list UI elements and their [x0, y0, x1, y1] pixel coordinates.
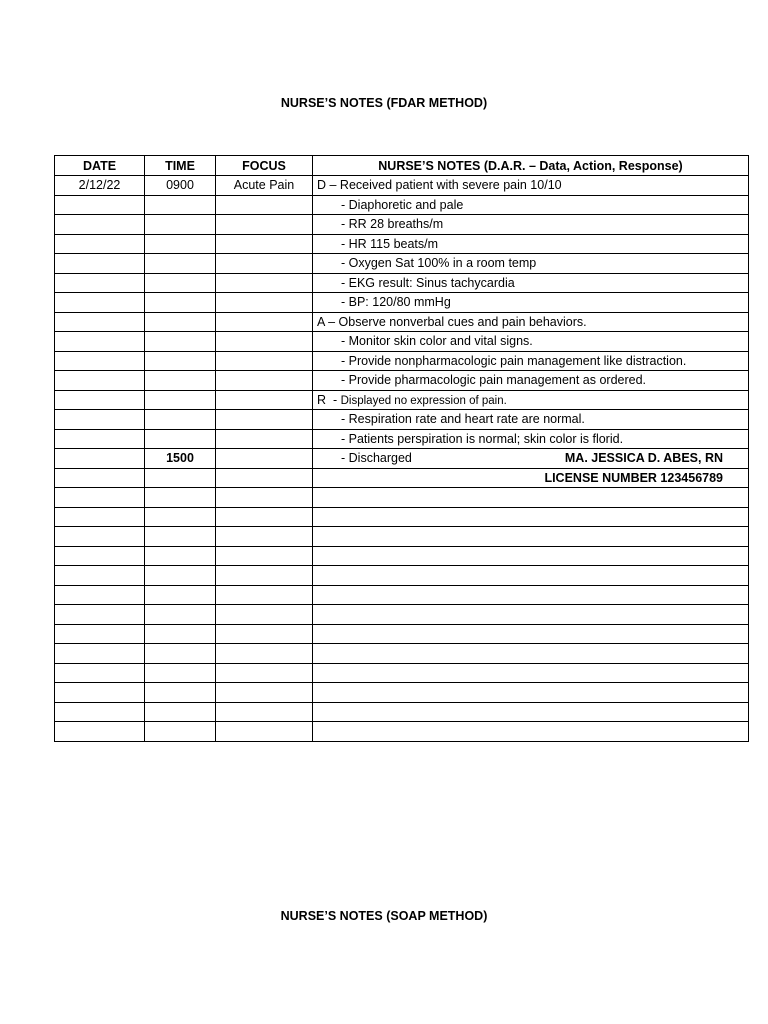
focus-cell: [216, 351, 313, 371]
date-cell: [55, 215, 145, 235]
notes-cell: D – Received patient with severe pain 10/10: [313, 176, 749, 196]
focus-cell: [216, 449, 313, 469]
date-cell: [55, 371, 145, 391]
date-cell: [55, 234, 145, 254]
date-cell: [55, 312, 145, 332]
date-cell: [55, 683, 145, 703]
notes-cell: [313, 254, 749, 274]
time-cell: [145, 624, 216, 644]
notes-cell: [313, 234, 749, 254]
notes-cell: [313, 215, 749, 235]
notes-cell: [313, 624, 749, 644]
date-cell: [55, 195, 145, 215]
time-cell: [145, 663, 216, 683]
date-cell: [55, 507, 145, 527]
focus-cell: [216, 254, 313, 274]
table-row: [55, 195, 749, 215]
table-row-empty: [55, 644, 749, 664]
table-row-empty: [55, 527, 749, 547]
time-cell: [145, 312, 216, 332]
time-cell: [145, 527, 216, 547]
table-row-empty: [55, 605, 749, 625]
date-cell: [55, 663, 145, 683]
table-row: [55, 429, 749, 449]
table-row: [55, 273, 749, 293]
focus-cell: [216, 566, 313, 586]
notes-cell: [313, 585, 749, 605]
notes-cell: [313, 351, 749, 371]
time-cell: [145, 273, 216, 293]
notes-cell: [313, 468, 749, 488]
note-text: - EKG result: Sinus tachycardia: [341, 275, 515, 290]
time-cell: [145, 234, 216, 254]
license-number: LICENSE NUMBER 123456789: [544, 470, 723, 485]
notes-cell: [313, 605, 749, 625]
time-cell: [145, 605, 216, 625]
note-text: - Provide pharmacologic pain management as ordered.: [341, 373, 647, 388]
nurse-signature-name: MA. JESSICA D. ABES, RN: [564, 451, 723, 466]
focus-cell: [216, 390, 313, 410]
notes-cell: [313, 410, 749, 430]
table-row: [55, 371, 749, 391]
focus-cell: [216, 312, 313, 332]
date-cell: [55, 410, 145, 430]
date-cell: [55, 273, 145, 293]
date-cell: [55, 546, 145, 566]
time-cell: [145, 390, 216, 410]
focus-cell: [216, 585, 313, 605]
time-cell: [145, 371, 216, 391]
time-cell: [145, 507, 216, 527]
focus-cell: [216, 507, 313, 527]
table-row: [55, 351, 749, 371]
note-text: - Oxygen Sat 100% in a room temp: [341, 256, 537, 271]
notes-cell: [313, 293, 749, 313]
date-cell: [55, 624, 145, 644]
table-row-empty: [55, 488, 749, 508]
date-cell: [55, 702, 145, 722]
header-focus: FOCUS: [216, 156, 313, 176]
table-row-empty: [55, 566, 749, 586]
date-cell: [55, 449, 145, 469]
focus-cell: [216, 215, 313, 235]
time-cell: [145, 488, 216, 508]
soap-title: NURSE’S NOTES (SOAP METHOD): [280, 909, 488, 923]
notes-cell: A – Observe nonverbal cues and pain behaviors.: [313, 312, 749, 332]
notes-cell: [313, 702, 749, 722]
date-cell: [55, 390, 145, 410]
table-row-empty: [55, 624, 749, 644]
time-cell: [145, 429, 216, 449]
time-cell: [145, 293, 216, 313]
note-text: - Respiration rate and heart rate are normal.: [341, 412, 585, 427]
date-cell: [55, 605, 145, 625]
time-cell: 1500: [145, 449, 216, 469]
notes-cell: [313, 371, 749, 391]
table-row: [55, 293, 749, 313]
notes-cell: [313, 663, 749, 683]
date-cell: [55, 468, 145, 488]
date-cell: 2/12/22: [55, 176, 145, 196]
time-cell: [145, 566, 216, 586]
focus-cell: [216, 702, 313, 722]
focus-cell: [216, 546, 313, 566]
time-cell: [145, 722, 216, 742]
focus-cell: [216, 683, 313, 703]
focus-cell: [216, 332, 313, 352]
focus-cell: [216, 722, 313, 742]
note-text: - BP: 120/80 mmHg: [341, 295, 451, 310]
note-prefix: R -: [317, 392, 341, 407]
notes-cell: [313, 390, 749, 410]
focus-cell: Acute Pain: [216, 176, 313, 196]
header-time: TIME: [145, 156, 216, 176]
header-date: DATE: [55, 156, 145, 176]
date-cell: [55, 429, 145, 449]
nurses-notes-table: [54, 155, 749, 742]
date-cell: [55, 351, 145, 371]
focus-cell: [216, 468, 313, 488]
focus-cell: [216, 663, 313, 683]
date-cell: [55, 488, 145, 508]
time-cell: [145, 644, 216, 664]
notes-cell: [313, 527, 749, 547]
notes-cell: [313, 488, 749, 508]
table-row: [55, 468, 749, 488]
note-text: - HR 115 beats/m: [341, 236, 439, 251]
date-cell: [55, 527, 145, 547]
notes-cell: [313, 332, 749, 352]
time-cell: [145, 468, 216, 488]
time-cell: [145, 410, 216, 430]
time-cell: [145, 585, 216, 605]
table-row: [55, 234, 749, 254]
notes-cell: [313, 546, 749, 566]
date-cell: [55, 585, 145, 605]
note-text: - Patients perspiration is normal; skin color is florid.: [341, 431, 624, 446]
notes-cell: [313, 195, 749, 215]
note-text: Displayed no expression of pain.: [340, 394, 507, 407]
table-row-empty: [55, 507, 749, 527]
focus-cell: [216, 527, 313, 547]
header-notes: NURSE’S NOTES (D.A.R. – Data, Action, Response): [313, 156, 749, 176]
date-cell: [55, 293, 145, 313]
focus-cell: [216, 273, 313, 293]
table-row: [55, 390, 749, 410]
table-header-row: [55, 156, 749, 176]
table-row: [55, 449, 749, 469]
date-cell: [55, 644, 145, 664]
table-row-empty: [55, 683, 749, 703]
notes-cell: [313, 449, 749, 469]
table-row: [55, 215, 749, 235]
table-row: [55, 410, 749, 430]
focus-cell: [216, 234, 313, 254]
notes-cell: [313, 722, 749, 742]
table-row: [55, 332, 749, 352]
notes-cell: [313, 429, 749, 449]
table-row-empty: [55, 546, 749, 566]
note-text: - RR 28 breaths/m: [341, 217, 444, 232]
note-text: - Provide nonpharmacologic pain management like distraction.: [341, 353, 687, 368]
note-text: - Discharged: [341, 451, 412, 466]
time-cell: [145, 195, 216, 215]
focus-cell: [216, 488, 313, 508]
time-cell: 0900: [145, 176, 216, 196]
focus-cell: [216, 410, 313, 430]
table-row-empty: [55, 585, 749, 605]
date-cell: [55, 566, 145, 586]
note-text: - Monitor skin color and vital signs.: [341, 334, 533, 349]
notes-cell: [313, 644, 749, 664]
focus-cell: [216, 605, 313, 625]
notes-cell: [313, 566, 749, 586]
date-cell: [55, 332, 145, 352]
focus-cell: [216, 624, 313, 644]
table-row: [55, 254, 749, 274]
time-cell: [145, 332, 216, 352]
focus-cell: [216, 371, 313, 391]
time-cell: [145, 254, 216, 274]
time-cell: [145, 546, 216, 566]
notes-cell: [313, 273, 749, 293]
blank-rows: [55, 488, 749, 742]
table-row-empty: [55, 702, 749, 722]
table-row: [55, 312, 749, 332]
focus-cell: [216, 195, 313, 215]
time-cell: [145, 683, 216, 703]
notes-cell: [313, 507, 749, 527]
date-cell: [55, 254, 145, 274]
date-cell: [55, 722, 145, 742]
focus-cell: [216, 429, 313, 449]
table-row: [55, 176, 749, 196]
time-cell: [145, 351, 216, 371]
time-cell: [145, 215, 216, 235]
fdar-title: NURSE’S NOTES (FDAR METHOD): [280, 96, 488, 110]
time-cell: [145, 702, 216, 722]
table-row-empty: [55, 722, 749, 742]
note-text: - Diaphoretic and pale: [341, 197, 464, 212]
focus-cell: [216, 644, 313, 664]
notes-cell: [313, 683, 749, 703]
table-row-empty: [55, 663, 749, 683]
focus-cell: [216, 293, 313, 313]
